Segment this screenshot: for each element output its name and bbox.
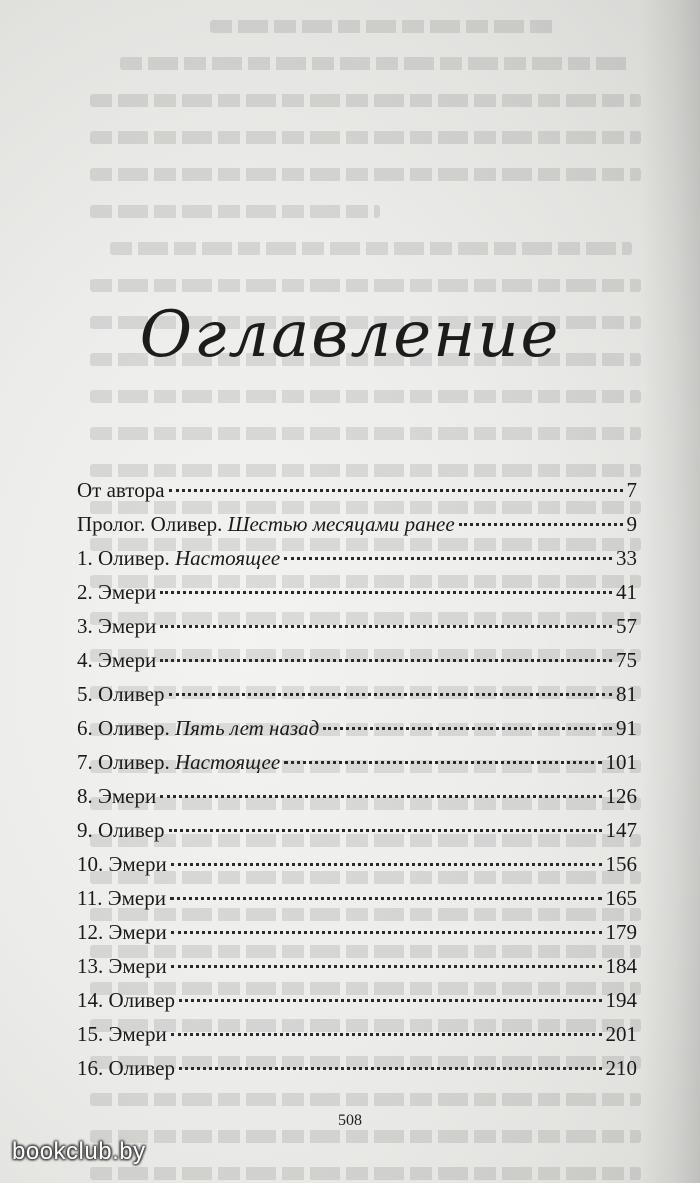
toc-entry (77, 478, 637, 512)
toc-entry-label (77, 546, 280, 571)
toc-entry-page: 210 (605, 1056, 637, 1080)
toc-entry (77, 886, 637, 920)
toc-entry-title: 11. Эмери (77, 886, 166, 910)
toc-entry (77, 920, 637, 954)
toc-leader-dots (169, 693, 613, 696)
toc-entry-title: 13. Эмери (77, 954, 167, 978)
toc-entry (77, 614, 637, 648)
toc-leader-dots (459, 523, 623, 526)
toc-leader-dots (160, 659, 612, 662)
toc-entry-page: 156 (605, 852, 637, 876)
toc-leader-dots (179, 999, 602, 1002)
watermark: bookclub.by (12, 1138, 146, 1165)
toc-entry-label (77, 818, 165, 843)
toc-entry (77, 988, 637, 1022)
toc-entry-title: 9. Оливер (77, 818, 165, 842)
page-title: Оглавление (139, 298, 561, 372)
toc-leader-dots (179, 1067, 602, 1070)
toc-entry-title: 12. Эмери (77, 920, 167, 944)
toc-leader-dots (160, 591, 612, 594)
toc-entry-subtitle: Шестью месяцами ранее (227, 512, 455, 536)
toc-entry-label (77, 1022, 167, 1047)
toc-entry (77, 1056, 637, 1090)
toc-entry (77, 750, 637, 784)
toc-entry-label (77, 988, 175, 1013)
toc-leader-dots (284, 557, 612, 560)
toc-entry-title: 7. Оливер. (77, 750, 170, 774)
toc-entry-label (77, 648, 156, 673)
toc-entry (77, 954, 637, 988)
toc-entry-title: 8. Эмери (77, 784, 157, 808)
page-number: 508 (338, 1112, 362, 1129)
toc-entry-subtitle: Настоящее (175, 750, 281, 774)
toc-entry-label (77, 478, 165, 503)
toc-entry (77, 818, 637, 852)
toc-leader-dots (169, 829, 602, 832)
toc-entry (77, 784, 637, 818)
toc-leader-dots (284, 761, 601, 764)
toc-entry-label (77, 580, 156, 605)
toc-entry-title: Пролог. Оливер. (77, 512, 223, 536)
toc-entry (77, 648, 637, 682)
toc-entry-page: 9 (626, 512, 637, 536)
toc-leader-dots (170, 897, 602, 900)
toc-entry-title: 14. Оливер (77, 988, 175, 1012)
toc-entry-page: 147 (605, 818, 637, 842)
toc-entry-label (77, 750, 280, 775)
toc-entry-page: 41 (616, 580, 637, 604)
toc-entry-title: 1. Оливер. (77, 546, 170, 570)
toc-entry-label (77, 852, 167, 877)
toc-entry (77, 682, 637, 716)
toc-entry-label (77, 954, 167, 979)
toc-entry-page: 7 (626, 478, 637, 502)
toc-entry-page: 201 (605, 1022, 637, 1046)
toc-entry-page: 33 (616, 546, 637, 570)
toc-entry-page: 75 (616, 648, 637, 672)
toc-entry-label (77, 614, 156, 639)
toc-entry (77, 1022, 637, 1056)
toc-entry-page: 101 (605, 750, 637, 774)
toc-entry-title: 3. Эмери (77, 614, 157, 638)
toc-entry-label (77, 512, 455, 537)
toc-leader-dots (160, 795, 601, 798)
toc-entry-title: 5. Оливер (77, 682, 165, 706)
toc-entry-label (77, 682, 165, 707)
toc-entry (77, 580, 637, 614)
toc-entry-label (77, 920, 167, 945)
table-of-contents (77, 478, 637, 1090)
toc-entry (77, 546, 637, 580)
toc-entry-label (77, 716, 319, 741)
toc-leader-dots (171, 965, 602, 968)
toc-leader-dots (323, 727, 612, 730)
toc-entry-label (77, 1056, 175, 1081)
toc-entry-title: От автора (77, 478, 165, 502)
toc-entry-page: 91 (616, 716, 637, 740)
toc-entry-page: 194 (605, 988, 637, 1012)
toc-leader-dots (160, 625, 612, 628)
toc-entry-subtitle: Пять лет назад (175, 716, 320, 740)
toc-entry-page: 126 (605, 784, 637, 808)
toc-entry-title: 4. Эмери (77, 648, 157, 672)
toc-entry-title: 2. Эмери (77, 580, 157, 604)
toc-entry-page: 57 (616, 614, 637, 638)
toc-entry-title: 16. Оливер (77, 1056, 175, 1080)
toc-entry-page: 165 (605, 886, 637, 910)
toc-leader-dots (171, 931, 602, 934)
toc-entry-title: 6. Оливер. (77, 716, 170, 740)
toc-entry-label (77, 886, 166, 911)
page-spine-shadow (640, 0, 700, 1183)
toc-entry (77, 852, 637, 886)
toc-entry-page: 81 (616, 682, 637, 706)
toc-entry-title: 15. Эмери (77, 1022, 167, 1046)
toc-leader-dots (169, 489, 623, 492)
toc-entry-title: 10. Эмери (77, 852, 167, 876)
toc-leader-dots (171, 1033, 602, 1036)
toc-entry (77, 716, 637, 750)
toc-entry-page: 184 (605, 954, 637, 978)
toc-leader-dots (171, 863, 602, 866)
toc-entry-subtitle: Настоящее (175, 546, 281, 570)
toc-entry-label (77, 784, 156, 809)
toc-entry-page: 179 (605, 920, 637, 944)
toc-entry (77, 512, 637, 546)
